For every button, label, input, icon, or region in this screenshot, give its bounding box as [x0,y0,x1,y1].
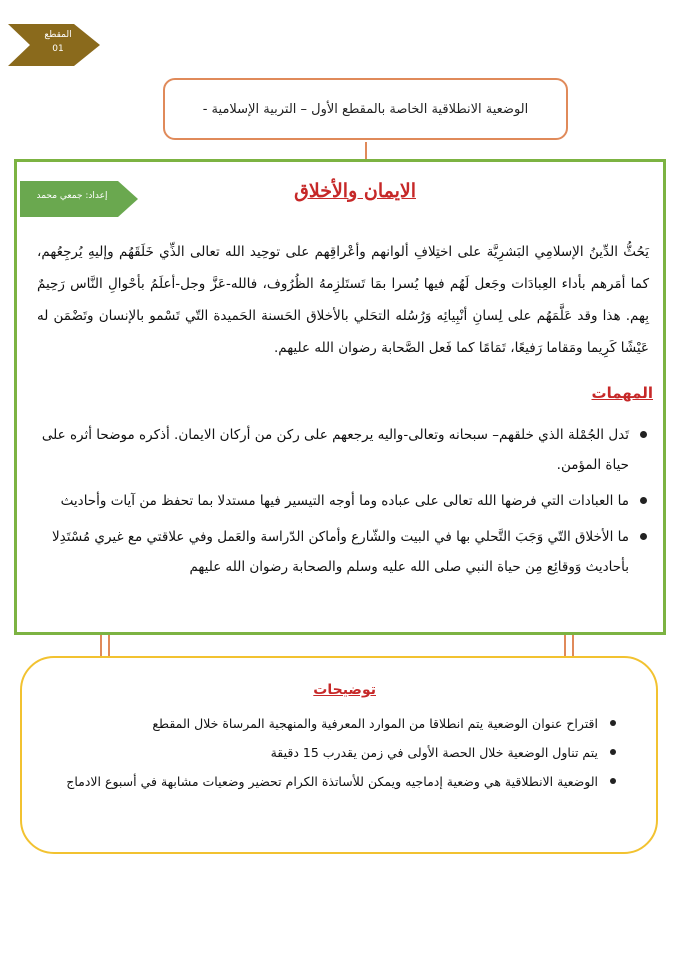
note-item [52,768,618,795]
chapter-badge-number: 01 [52,44,64,54]
note-text: الوضعية الانطلاقية هي وضعية إدماجيه ويمكن للأساتذة الكرام تحضير وضعيات مشابهة في أسبوع الادماج [66,774,598,789]
bullet-icon [640,431,647,438]
connector-line [108,635,110,657]
section-heading: الايمان والأخلاق [294,180,416,202]
title-connector [365,142,367,160]
tasks-list [35,420,649,588]
bullet-icon [610,778,616,784]
author-label: إعداد: جمعي محمد [36,191,108,201]
bullet-icon [640,497,647,504]
notes-list [52,710,618,797]
author-tag [20,181,138,217]
task-text: ما العبادات التي فرضها الله تعالى على عباده وما أوجه التيسير فيها مستدلا بما تحفظ من آيات وأحاديث [60,493,629,509]
task-text: تَدل الجُمْلة الذي خلقهم– سبحانه وتعالى-واليه يرجعهم على ركن من أركان الايمان. أذكره موضحا أثره على حياة المؤمن. [41,427,629,473]
note-item [52,710,618,737]
connector-line [100,635,102,657]
bullet-icon [610,720,616,726]
page-title-box [163,78,568,140]
task-item [35,420,649,480]
situation-box [14,159,666,635]
task-text: ما الأخلاق التّي وَجَبَ التَّحلي بها في البيت والشّارع وأماكن الدّراسة والعَمل وفي علاقتي مع غيري مُسْتَدِلا بأحاديث وَوقائِع مِن حياة النبي صلى الله عليه وسلم والصحابة رضوان الله عليهم [51,529,629,575]
task-item [35,522,649,582]
tasks-heading: المهمات [591,384,653,402]
chapter-badge [8,24,100,66]
connector-line [564,635,566,657]
notes-heading: توضيحات [313,682,376,698]
note-text: يتم تناول الوضعية خلال الحصة الأولى في زمن يقدرب 15 دقيقة [270,745,598,760]
intro-paragraph: يَحُثُّ الدِّينُ الإسلامِي البَشرِيَّة على اختِلافِ ألوانهم وأعْراقِهم على توحِيد الله تعالى الذِّي خَلَقَهُم وإليهِ يُرجِعُهم، كما أمَرهم بأداء العِبادَات وجَعل لَهُم فيها يُسرا بمَا تَستَلزِمهُ الظُرُوف، فالله-عَزَّ وجل-أعلَمُ بأحْوالِ النَّاس رَحِيمٌ بِهم. هذا وقد عَلَّمَهُم على لِسانِ أنْبِيائِه وَرُسُله التحَلي بالأخلاق الحَسنة الحَميدة التّي تَسْمو بالإنسان وتَضْمَن له عَيْشًا كَرِيما ومَقاما رَفيعًا، تَمَامًا كما فَعل الصَّحابة رضوان الله عليهم. [37,244,649,356]
chapter-badge-label: المقطع [44,30,72,40]
connector-line [572,635,574,657]
bullet-icon [610,749,616,755]
task-item [35,486,649,516]
notes-box [20,656,658,854]
note-item [52,739,618,766]
note-text: اقتراح عنوان الوضعية يتم انطلاقا من الموارد المعرفية والمنهجية المرساة خلال المقطع [152,716,598,731]
bullet-icon [640,533,647,540]
page-title: الوضعية الانطلاقية الخاصة بالمقطع الأول – التربية الإسلامية - [202,101,529,117]
